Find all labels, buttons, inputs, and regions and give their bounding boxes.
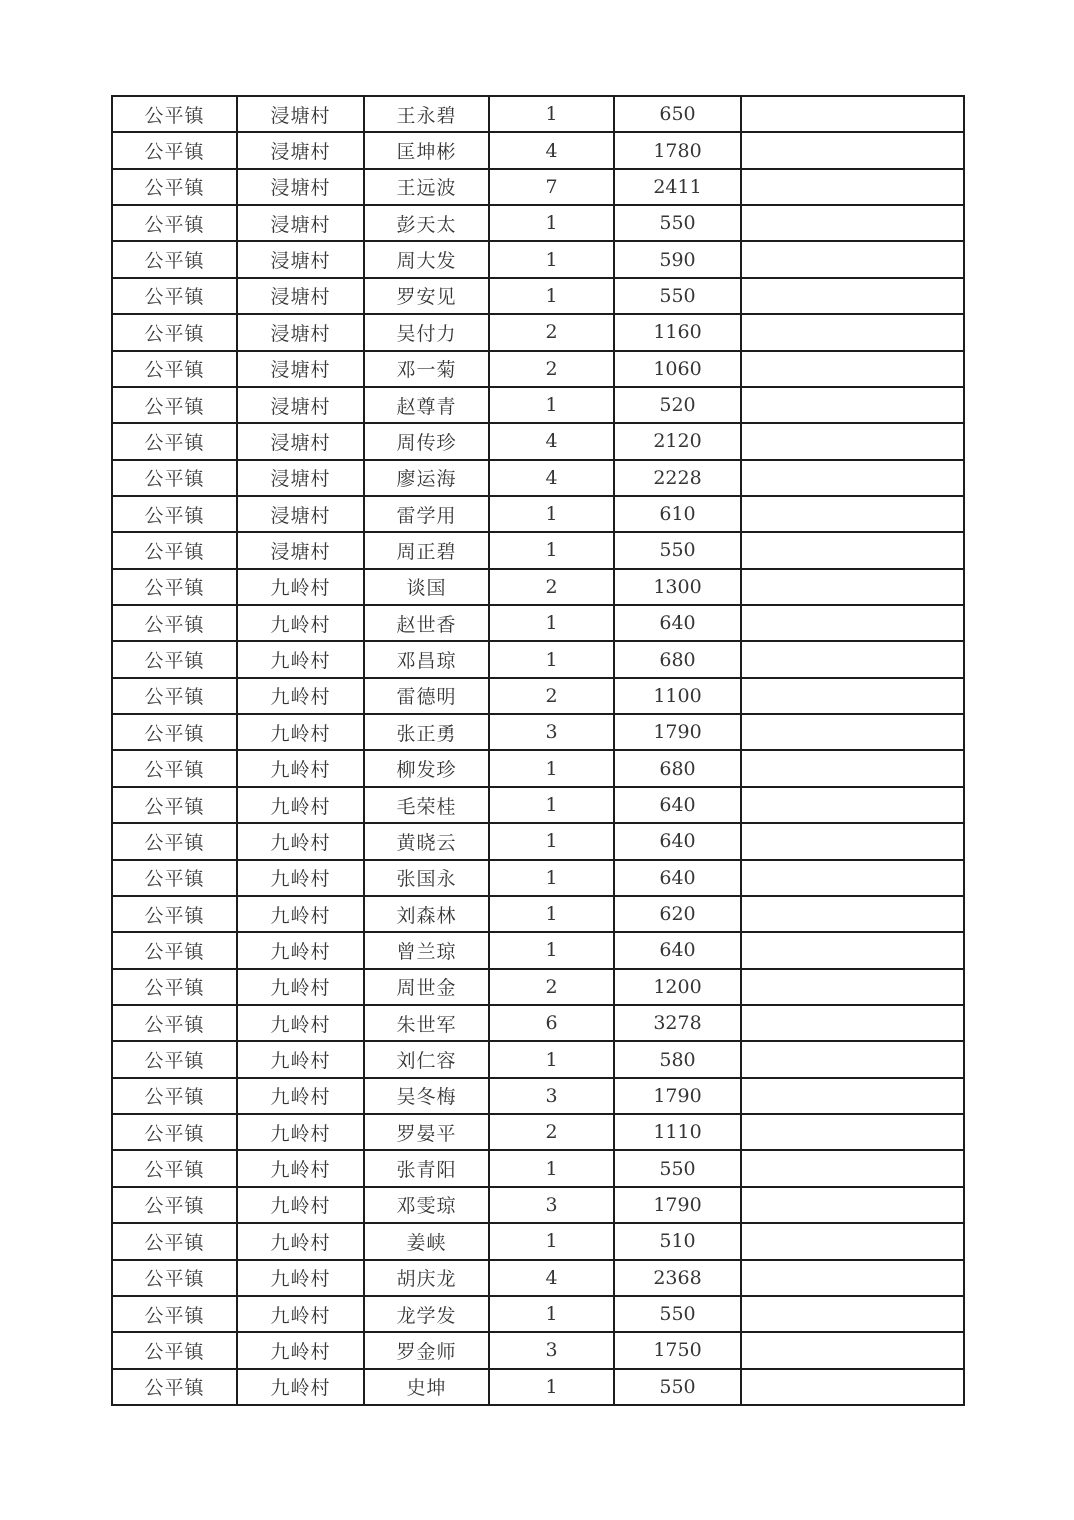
count-cell: 6 xyxy=(489,1005,614,1041)
person-name-cell: 彭天太 xyxy=(364,205,489,241)
table-row xyxy=(112,96,964,132)
person-name-cell: 罗金师 xyxy=(364,1332,489,1368)
village-cell: 九岭村 xyxy=(237,750,364,786)
table-row xyxy=(112,169,964,205)
amount-cell: 1100 xyxy=(614,678,741,714)
town-cell: 公平镇 xyxy=(112,460,237,496)
person-name-cell: 周大发 xyxy=(364,241,489,277)
amount-cell: 590 xyxy=(614,241,741,277)
person-name-cell: 张青阳 xyxy=(364,1150,489,1186)
village-cell: 九岭村 xyxy=(237,1332,364,1368)
town-cell: 公平镇 xyxy=(112,351,237,387)
count-cell: 2 xyxy=(489,1114,614,1150)
amount-cell: 2411 xyxy=(614,169,741,205)
table-row xyxy=(112,641,964,677)
person-name-cell: 黄晓云 xyxy=(364,823,489,859)
count-cell: 1 xyxy=(489,750,614,786)
person-name-cell: 罗安见 xyxy=(364,278,489,314)
table-row xyxy=(112,932,964,968)
town-cell: 公平镇 xyxy=(112,1223,237,1259)
count-cell: 2 xyxy=(489,569,614,605)
town-cell: 公平镇 xyxy=(112,750,237,786)
remark-cell xyxy=(741,1005,964,1041)
town-cell: 公平镇 xyxy=(112,1332,237,1368)
amount-cell: 640 xyxy=(614,932,741,968)
count-cell: 3 xyxy=(489,1078,614,1114)
count-cell: 4 xyxy=(489,1260,614,1296)
count-cell: 1 xyxy=(489,96,614,132)
count-cell: 2 xyxy=(489,351,614,387)
town-cell: 公平镇 xyxy=(112,1260,237,1296)
count-cell: 1 xyxy=(489,787,614,823)
count-cell: 1 xyxy=(489,387,614,423)
amount-cell: 640 xyxy=(614,860,741,896)
amount-cell: 550 xyxy=(614,1150,741,1186)
count-cell: 1 xyxy=(489,1369,614,1405)
amount-cell: 550 xyxy=(614,1369,741,1405)
person-name-cell: 王远波 xyxy=(364,169,489,205)
table-row xyxy=(112,678,964,714)
village-cell: 九岭村 xyxy=(237,1078,364,1114)
person-name-cell: 毛荣桂 xyxy=(364,787,489,823)
count-cell: 1 xyxy=(489,532,614,568)
count-cell: 2 xyxy=(489,969,614,1005)
town-cell: 公平镇 xyxy=(112,1041,237,1077)
town-cell: 公平镇 xyxy=(112,1369,237,1405)
table-row xyxy=(112,605,964,641)
remark-cell xyxy=(741,860,964,896)
town-cell: 公平镇 xyxy=(112,278,237,314)
amount-cell: 1790 xyxy=(614,1078,741,1114)
remark-cell xyxy=(741,714,964,750)
count-cell: 2 xyxy=(489,314,614,350)
remark-cell xyxy=(741,169,964,205)
table-row xyxy=(112,1041,964,1077)
amount-cell: 640 xyxy=(614,605,741,641)
village-cell: 浸塘村 xyxy=(237,496,364,532)
village-cell: 九岭村 xyxy=(237,1223,364,1259)
town-cell: 公平镇 xyxy=(112,169,237,205)
table-row xyxy=(112,496,964,532)
village-cell: 九岭村 xyxy=(237,1150,364,1186)
table-row xyxy=(112,423,964,459)
remark-cell xyxy=(741,678,964,714)
remark-cell xyxy=(741,641,964,677)
village-cell: 九岭村 xyxy=(237,932,364,968)
village-cell: 九岭村 xyxy=(237,1187,364,1223)
village-cell: 九岭村 xyxy=(237,678,364,714)
person-name-cell: 刘仁容 xyxy=(364,1041,489,1077)
remark-cell xyxy=(741,823,964,859)
table-row xyxy=(112,750,964,786)
village-cell: 九岭村 xyxy=(237,1369,364,1405)
count-cell: 1 xyxy=(489,896,614,932)
person-name-cell: 赵世香 xyxy=(364,605,489,641)
amount-cell: 680 xyxy=(614,750,741,786)
village-cell: 浸塘村 xyxy=(237,351,364,387)
town-cell: 公平镇 xyxy=(112,423,237,459)
remark-cell xyxy=(741,387,964,423)
person-name-cell: 周正碧 xyxy=(364,532,489,568)
town-cell: 公平镇 xyxy=(112,96,237,132)
town-cell: 公平镇 xyxy=(112,1150,237,1186)
remark-cell xyxy=(741,1369,964,1405)
count-cell: 3 xyxy=(489,1187,614,1223)
person-name-cell: 廖运海 xyxy=(364,460,489,496)
table-row xyxy=(112,1187,964,1223)
town-cell: 公平镇 xyxy=(112,1114,237,1150)
table-row xyxy=(112,132,964,168)
town-cell: 公平镇 xyxy=(112,605,237,641)
person-name-cell: 周传珍 xyxy=(364,423,489,459)
person-name-cell: 罗晏平 xyxy=(364,1114,489,1150)
person-name-cell: 雷德明 xyxy=(364,678,489,714)
person-name-cell: 邓一菊 xyxy=(364,351,489,387)
town-cell: 公平镇 xyxy=(112,314,237,350)
person-name-cell: 曾兰琼 xyxy=(364,932,489,968)
table-row xyxy=(112,278,964,314)
remark-cell xyxy=(741,1260,964,1296)
village-cell: 浸塘村 xyxy=(237,132,364,168)
person-name-cell: 雷学用 xyxy=(364,496,489,532)
amount-cell: 510 xyxy=(614,1223,741,1259)
remark-cell xyxy=(741,496,964,532)
village-cell: 九岭村 xyxy=(237,1296,364,1332)
village-cell: 九岭村 xyxy=(237,823,364,859)
amount-cell: 640 xyxy=(614,823,741,859)
count-cell: 1 xyxy=(489,641,614,677)
village-cell: 浸塘村 xyxy=(237,387,364,423)
town-cell: 公平镇 xyxy=(112,860,237,896)
village-cell: 浸塘村 xyxy=(237,205,364,241)
town-cell: 公平镇 xyxy=(112,1005,237,1041)
remark-cell xyxy=(741,423,964,459)
count-cell: 1 xyxy=(489,1296,614,1332)
amount-cell: 550 xyxy=(614,205,741,241)
table-row xyxy=(112,1223,964,1259)
town-cell: 公平镇 xyxy=(112,714,237,750)
table-row xyxy=(112,387,964,423)
town-cell: 公平镇 xyxy=(112,678,237,714)
remark-cell xyxy=(741,1041,964,1077)
village-cell: 浸塘村 xyxy=(237,96,364,132)
village-cell: 九岭村 xyxy=(237,569,364,605)
village-cell: 九岭村 xyxy=(237,714,364,750)
remark-cell xyxy=(741,132,964,168)
table-row xyxy=(112,860,964,896)
table-row xyxy=(112,823,964,859)
remark-cell xyxy=(741,1114,964,1150)
remark-cell xyxy=(741,460,964,496)
table-row xyxy=(112,1369,964,1405)
table-row xyxy=(112,787,964,823)
person-name-cell: 王永碧 xyxy=(364,96,489,132)
table-row xyxy=(112,205,964,241)
count-cell: 7 xyxy=(489,169,614,205)
town-cell: 公平镇 xyxy=(112,532,237,568)
count-cell: 4 xyxy=(489,460,614,496)
village-cell: 浸塘村 xyxy=(237,423,364,459)
count-cell: 1 xyxy=(489,278,614,314)
count-cell: 1 xyxy=(489,1223,614,1259)
remark-cell xyxy=(741,1296,964,1332)
person-name-cell: 张国永 xyxy=(364,860,489,896)
table-row xyxy=(112,351,964,387)
table-row xyxy=(112,1260,964,1296)
town-cell: 公平镇 xyxy=(112,241,237,277)
town-cell: 公平镇 xyxy=(112,787,237,823)
remark-cell xyxy=(741,314,964,350)
remark-cell xyxy=(741,351,964,387)
amount-cell: 1790 xyxy=(614,1187,741,1223)
remark-cell xyxy=(741,205,964,241)
count-cell: 3 xyxy=(489,1332,614,1368)
amount-cell: 1200 xyxy=(614,969,741,1005)
amount-cell: 1110 xyxy=(614,1114,741,1150)
person-name-cell: 赵尊青 xyxy=(364,387,489,423)
table-row xyxy=(112,1296,964,1332)
amount-cell: 580 xyxy=(614,1041,741,1077)
count-cell: 2 xyxy=(489,678,614,714)
remark-cell xyxy=(741,750,964,786)
count-cell: 1 xyxy=(489,932,614,968)
amount-cell: 620 xyxy=(614,896,741,932)
table-row xyxy=(112,1150,964,1186)
remark-cell xyxy=(741,241,964,277)
amount-cell: 650 xyxy=(614,96,741,132)
amount-cell: 550 xyxy=(614,278,741,314)
village-cell: 九岭村 xyxy=(237,860,364,896)
remark-cell xyxy=(741,932,964,968)
count-cell: 1 xyxy=(489,1041,614,1077)
remark-cell xyxy=(741,532,964,568)
remark-cell xyxy=(741,1187,964,1223)
amount-cell: 550 xyxy=(614,1296,741,1332)
person-name-cell: 姜峡 xyxy=(364,1223,489,1259)
amount-cell: 1060 xyxy=(614,351,741,387)
amount-cell: 610 xyxy=(614,496,741,532)
person-name-cell: 周世金 xyxy=(364,969,489,1005)
table-row xyxy=(112,569,964,605)
amount-cell: 680 xyxy=(614,641,741,677)
table-row xyxy=(112,460,964,496)
amount-cell: 3278 xyxy=(614,1005,741,1041)
table-row xyxy=(112,532,964,568)
village-cell: 九岭村 xyxy=(237,641,364,677)
remark-cell xyxy=(741,1223,964,1259)
person-name-cell: 邓昌琼 xyxy=(364,641,489,677)
person-name-cell: 史坤 xyxy=(364,1369,489,1405)
person-name-cell: 刘森林 xyxy=(364,896,489,932)
amount-cell: 640 xyxy=(614,787,741,823)
amount-cell: 550 xyxy=(614,532,741,568)
village-cell: 九岭村 xyxy=(237,1041,364,1077)
town-cell: 公平镇 xyxy=(112,969,237,1005)
village-cell: 浸塘村 xyxy=(237,169,364,205)
table-row xyxy=(112,896,964,932)
person-name-cell: 张正勇 xyxy=(364,714,489,750)
count-cell: 1 xyxy=(489,605,614,641)
count-cell: 1 xyxy=(489,860,614,896)
table-row xyxy=(112,1078,964,1114)
remark-cell xyxy=(741,969,964,1005)
count-cell: 4 xyxy=(489,132,614,168)
town-cell: 公平镇 xyxy=(112,823,237,859)
remark-cell xyxy=(741,278,964,314)
table-row xyxy=(112,314,964,350)
village-cell: 九岭村 xyxy=(237,787,364,823)
person-name-cell: 匡坤彬 xyxy=(364,132,489,168)
person-name-cell: 吴冬梅 xyxy=(364,1078,489,1114)
village-cell: 九岭村 xyxy=(237,1260,364,1296)
town-cell: 公平镇 xyxy=(112,387,237,423)
table-row xyxy=(112,1005,964,1041)
person-name-cell: 吴付力 xyxy=(364,314,489,350)
count-cell: 1 xyxy=(489,1150,614,1186)
person-name-cell: 朱世军 xyxy=(364,1005,489,1041)
remark-cell xyxy=(741,787,964,823)
count-cell: 1 xyxy=(489,205,614,241)
town-cell: 公平镇 xyxy=(112,569,237,605)
amount-cell: 1790 xyxy=(614,714,741,750)
village-cell: 浸塘村 xyxy=(237,278,364,314)
amount-cell: 1750 xyxy=(614,1332,741,1368)
village-cell: 浸塘村 xyxy=(237,460,364,496)
town-cell: 公平镇 xyxy=(112,641,237,677)
person-name-cell: 胡庆龙 xyxy=(364,1260,489,1296)
remark-cell xyxy=(741,569,964,605)
village-cell: 九岭村 xyxy=(237,896,364,932)
table-row xyxy=(112,969,964,1005)
town-cell: 公平镇 xyxy=(112,1296,237,1332)
remark-cell xyxy=(741,96,964,132)
person-name-cell: 谈国 xyxy=(364,569,489,605)
village-cell: 九岭村 xyxy=(237,1005,364,1041)
person-name-cell: 龙学发 xyxy=(364,1296,489,1332)
village-cell: 浸塘村 xyxy=(237,532,364,568)
amount-cell: 1160 xyxy=(614,314,741,350)
records-table xyxy=(111,95,965,1406)
remark-cell xyxy=(741,896,964,932)
table-row xyxy=(112,1114,964,1150)
village-cell: 九岭村 xyxy=(237,969,364,1005)
town-cell: 公平镇 xyxy=(112,1187,237,1223)
count-cell: 1 xyxy=(489,823,614,859)
town-cell: 公平镇 xyxy=(112,896,237,932)
village-cell: 浸塘村 xyxy=(237,241,364,277)
village-cell: 浸塘村 xyxy=(237,314,364,350)
town-cell: 公平镇 xyxy=(112,205,237,241)
person-name-cell: 柳发珍 xyxy=(364,750,489,786)
table-row xyxy=(112,714,964,750)
amount-cell: 2120 xyxy=(614,423,741,459)
town-cell: 公平镇 xyxy=(112,132,237,168)
remark-cell xyxy=(741,1150,964,1186)
amount-cell: 2368 xyxy=(614,1260,741,1296)
town-cell: 公平镇 xyxy=(112,1078,237,1114)
person-name-cell: 邓雯琼 xyxy=(364,1187,489,1223)
amount-cell: 2228 xyxy=(614,460,741,496)
count-cell: 4 xyxy=(489,423,614,459)
village-cell: 九岭村 xyxy=(237,1114,364,1150)
remark-cell xyxy=(741,1332,964,1368)
count-cell: 1 xyxy=(489,241,614,277)
table-row xyxy=(112,241,964,277)
count-cell: 3 xyxy=(489,714,614,750)
amount-cell: 520 xyxy=(614,387,741,423)
table-row xyxy=(112,1332,964,1368)
count-cell: 1 xyxy=(489,496,614,532)
town-cell: 公平镇 xyxy=(112,496,237,532)
amount-cell: 1300 xyxy=(614,569,741,605)
remark-cell xyxy=(741,605,964,641)
remark-cell xyxy=(741,1078,964,1114)
town-cell: 公平镇 xyxy=(112,932,237,968)
amount-cell: 1780 xyxy=(614,132,741,168)
village-cell: 九岭村 xyxy=(237,605,364,641)
